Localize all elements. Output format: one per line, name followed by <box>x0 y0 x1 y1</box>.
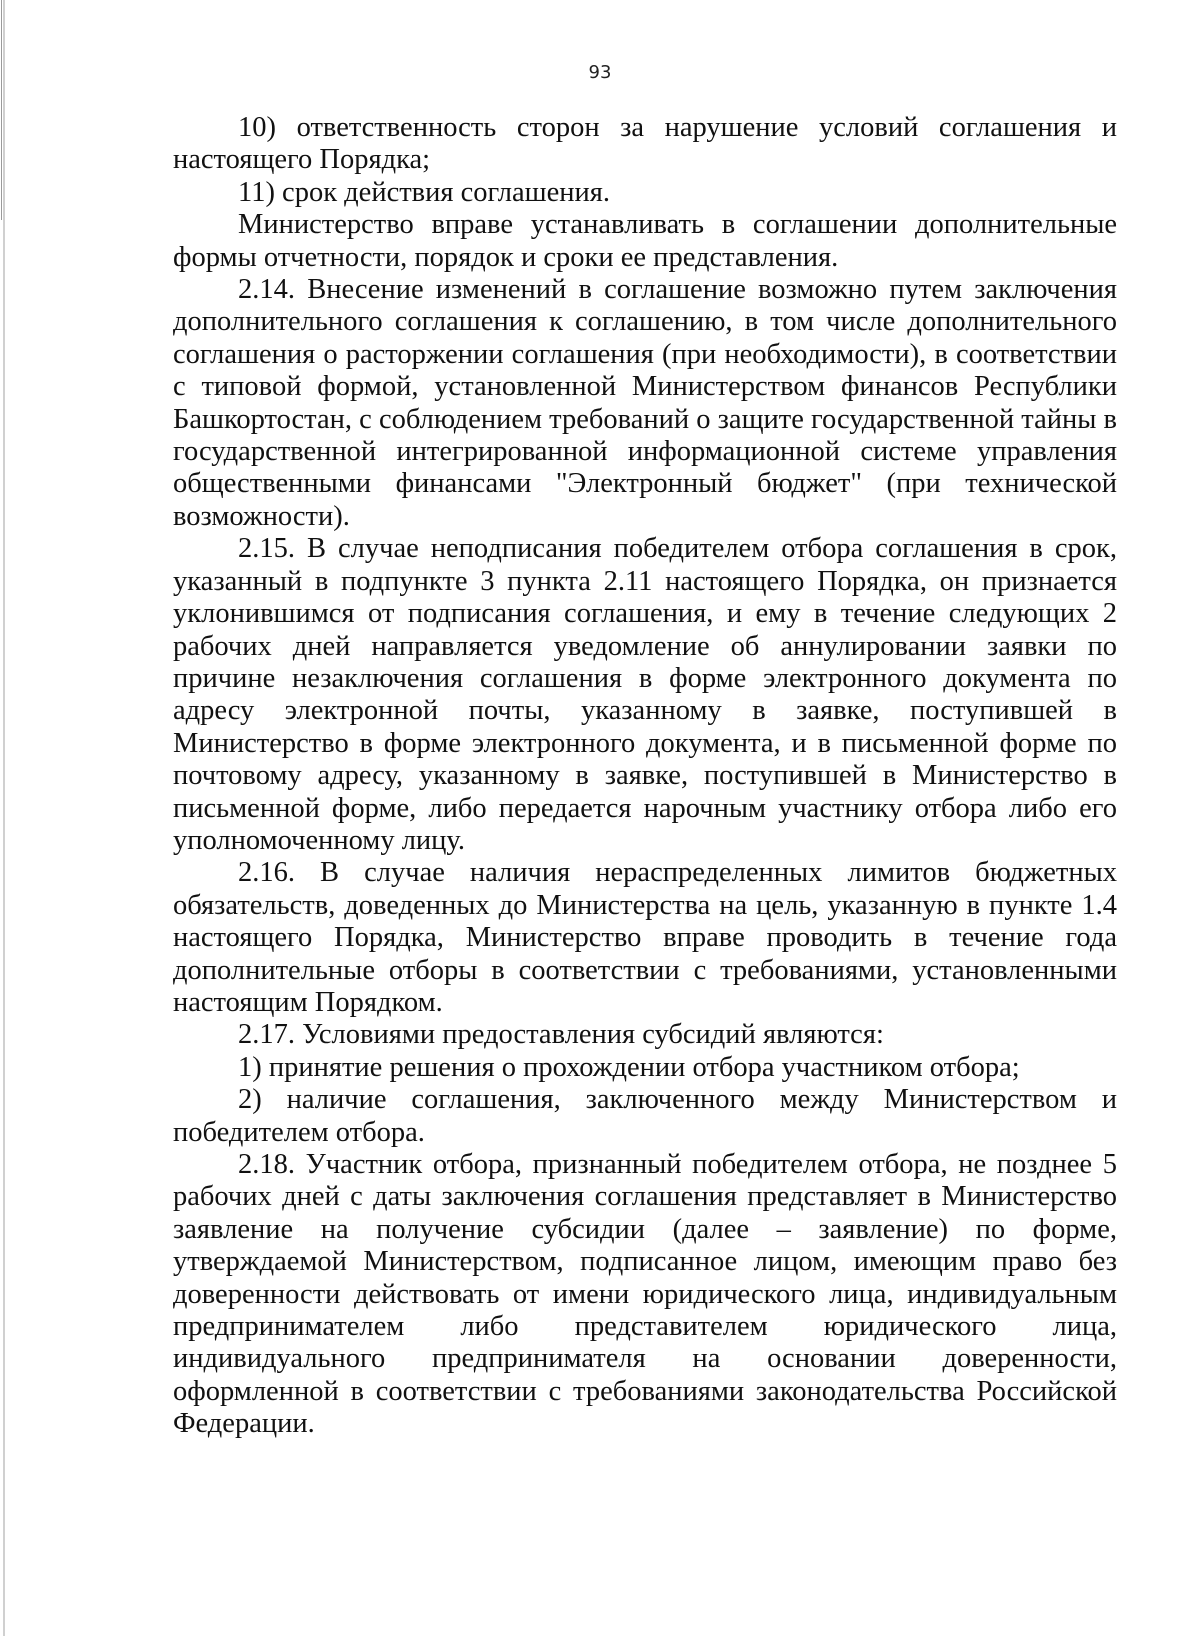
paragraph-item-11: 11) срок действия соглашения. <box>238 176 610 208</box>
paragraph-2-18: 2.18. Участник отбора, признанный победителем отбора, не позднее 5 рабочих дней с даты заключения соглашения представляет в Министерство заявление на получение субсидии (далее – заявление) по форме, утверждаемой Министерством, подписанное лицом, имеющим право без доверенности действовать от имени юридического лица, индивидуальным предпринимателем либо представителем юридического лица, индивидуального предпринимателя на основании доверенности, оформленной в соответствии с требованиями законодательства Российской Федерации. <box>173 1149 1117 1440</box>
scan-edge-mark <box>1 0 2 220</box>
paragraph-item-10: 10) ответственность сторон за нарушение условий соглашения и настоящего Порядка; <box>173 112 1117 176</box>
scan-edge-line <box>3 0 5 1636</box>
page-number: 93 <box>588 62 612 83</box>
paragraph-2-17-item-1: 1) принятие решения о прохождении отбора участником отбора; <box>238 1051 1020 1083</box>
paragraph-2-16: 2.16. В случае наличия нераспределенных лимитов бюджетных обязательств, доведенных до Министерства на цель, указанную в пункте 1.4 настоящего Порядка, Министерство вправе проводить в течение года дополнительные отборы в соответствии с требованиями, установленными настоящим Порядком. <box>173 857 1117 1018</box>
paragraph-2-15: 2.15. В случае неподписания победителем отбора соглашения в срок, указанный в подпункте 3 пункта 2.11 настоящего Порядка, он признается уклонившимся от подписания соглашения, и ему в течение следующих 2 рабочих дней направляется уведомление об аннулировании заявки по причине незаключения соглашения в форме электронного документа по адресу электронной почты, указанному в заявке, поступившей в Министерство в форме электронного документа, и в письменной форме по почтовому адресу, указанному в заявке, поступившей в Министерство в письменной форме, либо передается нарочным участнику отбора либо его уполномоченному лицу. <box>173 533 1117 856</box>
paragraph-ministry-rights: Министерство вправе устанавливать в соглашении дополнительные формы отчетности, порядок и сроки ее представления. <box>173 209 1117 273</box>
paragraph-2-17: 2.17. Условиями предоставления субсидий являются: <box>238 1019 884 1051</box>
paragraph-2-17-item-2: 2) наличие соглашения, заключенного между Министерством и победителем отбора. <box>173 1084 1117 1148</box>
document-body <box>173 112 1117 1441</box>
paragraph-2-14: 2.14. Внесение изменений в соглашение возможно путем заключения дополнительного соглашения к соглашению, в том числе дополнительного соглашения о расторжении соглашения (при необходимости), в соответствии с типовой формой, установленной Министерством финансов Республики Башкортостан, с соблюдением требований о защите государственной тайны в государственной интегрированной информационной системе управления общественными финансами "Электронный бюджет" (при технической возможности). <box>173 274 1117 532</box>
